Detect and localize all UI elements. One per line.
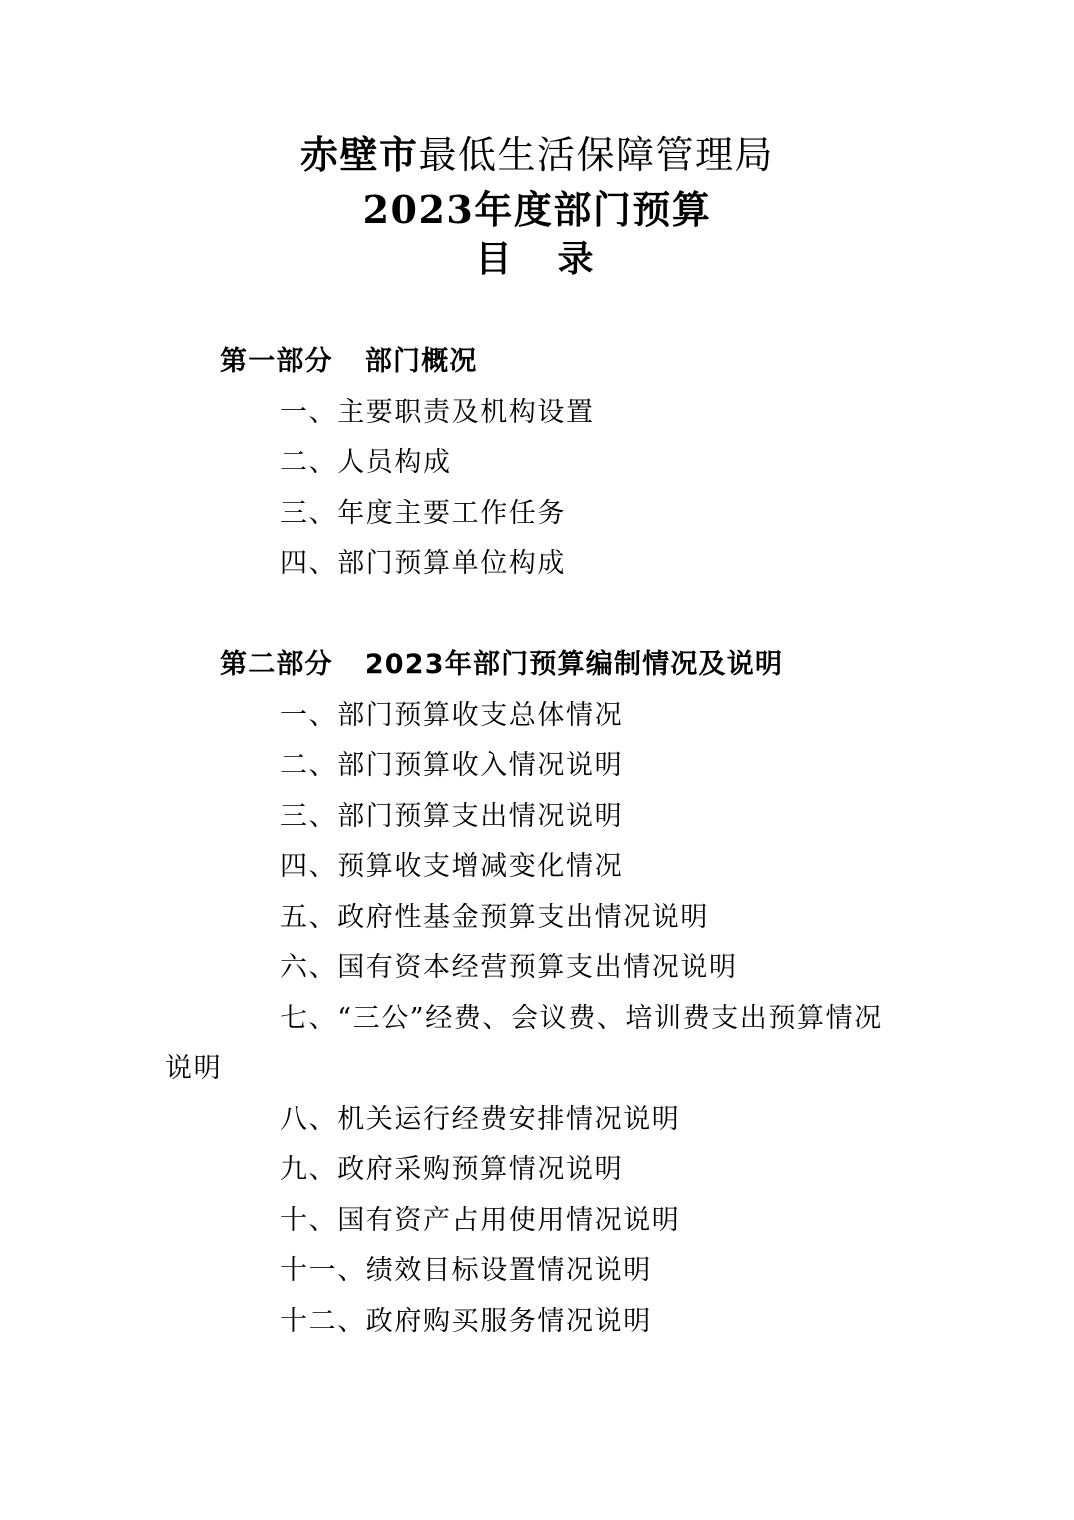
toc-item-continuation: 说明 <box>165 1053 223 1085</box>
toc-item: 三、部门预算支出情况说明 <box>280 800 624 832</box>
toc-item: 一、主要职责及机构设置 <box>280 396 595 428</box>
part1-title: 部门概况 <box>364 346 478 377</box>
toc-item: 四、预算收支增减变化情况 <box>280 851 624 883</box>
toc-item: 十、国有资产占用使用情况说明 <box>280 1204 681 1236</box>
toc-item: 四、部门预算单位构成 <box>280 548 566 580</box>
part2-label: 第二部分 <box>220 649 333 681</box>
toc-item: 七、“三公”经费、会议费、培训费支出预算情况 <box>280 1002 883 1034</box>
toc-item: 三、年度主要工作任务 <box>280 497 566 529</box>
toc-item: 二、部门预算收入情况说明 <box>280 750 624 782</box>
toc-item: 一、部门预算收支总体情况 <box>280 699 624 731</box>
part2-title: 2023年部门预算编制情况及说明 <box>364 649 784 681</box>
toc-item: 八、机关运行经费安排情况说明 <box>280 1103 681 1135</box>
title-agency: 最低生活保障管理局 <box>418 133 775 177</box>
toc-item: 十二、政府购买服务情况说明 <box>280 1305 652 1337</box>
toc-heading: 目 录 <box>475 238 599 280</box>
part1-heading <box>0 337 1074 388</box>
part2-heading <box>0 640 1074 691</box>
toc-item: 六、国有资本经营预算支出情况说明 <box>280 952 738 984</box>
toc-item: 二、人员构成 <box>280 447 452 479</box>
toc-item: 十一、绩效目标设置情况说明 <box>280 1255 652 1287</box>
table-of-contents <box>0 337 1074 1347</box>
toc-item: 五、政府性基金预算支出情况说明 <box>280 901 709 933</box>
title-city: 赤壁市 <box>299 132 419 177</box>
toc-item: 九、政府采购预算情况说明 <box>280 1154 624 1186</box>
title-organization <box>0 132 1074 177</box>
part1-label: 第一部分 <box>220 346 333 377</box>
section-spacer <box>0 590 1074 641</box>
title-subtitle: 2023年度部门预算 <box>362 187 712 232</box>
